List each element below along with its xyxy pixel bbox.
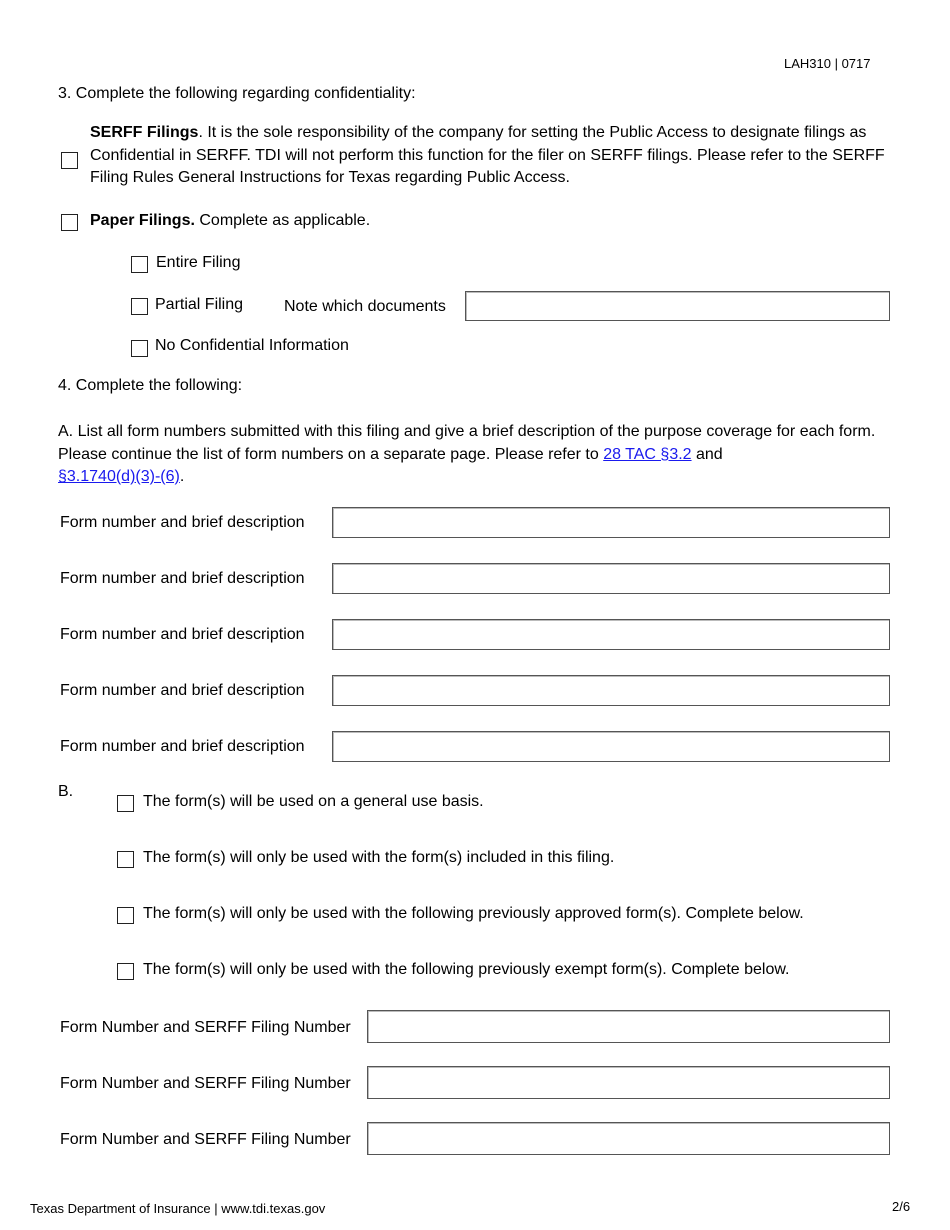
section-4a-text: A. List all form numbers submitted with this filing and give a brief description of the purpose coverage for each form. Please continue the list of form numbers on a separate page. Please refer to <box>58 423 876 463</box>
included-forms-label: The form(s) will only be used with the form(s) included in this filing. <box>143 849 615 866</box>
form-number-input[interactable] <box>332 507 890 538</box>
and-text: and <box>691 445 723 463</box>
serff-number-label: Form Number and SERFF Filing Number <box>60 1075 351 1092</box>
serff-number-input[interactable] <box>367 1122 890 1155</box>
serff-filings-label: SERFF Filings <box>90 124 199 141</box>
section-b-label: B. <box>58 783 74 800</box>
entire-filing-checkbox[interactable] <box>131 256 148 273</box>
form-code: LAH310 | 0717 <box>784 56 871 71</box>
serff-number-input[interactable] <box>367 1066 890 1099</box>
no-confidential-checkbox[interactable] <box>131 340 148 357</box>
previously-approved-checkbox[interactable] <box>117 907 134 924</box>
paper-filings-label: Paper Filings. <box>90 212 195 229</box>
serff-number-label: Form Number and SERFF Filing Number <box>60 1131 351 1148</box>
paper-filings-line <box>90 212 370 230</box>
note-documents-label: Note which documents <box>284 298 446 315</box>
previously-exempt-checkbox[interactable] <box>117 963 134 980</box>
general-use-checkbox[interactable] <box>117 795 134 812</box>
tac-3-2-link[interactable]: 28 TAC §3.2 <box>603 445 692 463</box>
previously-exempt-label: The form(s) will only be used with the following previously exempt form(s). Complete below. <box>143 961 790 978</box>
section-3-heading: 3. Complete the following regarding confidentiality: <box>58 85 416 102</box>
tac-3-1740-link[interactable]: §3.1740(d)(3)-(6) <box>58 468 180 485</box>
form-number-label: Form number and brief description <box>60 738 305 755</box>
form-number-label: Form number and brief description <box>60 626 305 643</box>
paper-filings-checkbox[interactable] <box>61 214 78 231</box>
page-number: 2/6 <box>892 1199 911 1214</box>
form-number-input[interactable] <box>332 675 890 706</box>
paper-filings-text: Complete as applicable. <box>194 212 371 229</box>
no-confidential-label: No Confidential Information <box>155 337 349 354</box>
serff-number-label: Form Number and SERFF Filing Number <box>60 1019 351 1036</box>
serff-filings-checkbox[interactable] <box>61 152 78 169</box>
serff-filings-text: . It is the sole responsibility of the company for setting the Public Access to designate filings as Confidential in SERFF. TDI will not perform this function for the filer on SERFF filings. Please refer to the SERFF Filing Rules General Instructions for Texas regarding Public Access. <box>90 124 885 186</box>
general-use-label: The form(s) will be used on a general use basis. <box>143 793 484 810</box>
section-4a-paragraph <box>58 421 898 489</box>
partial-filing-label: Partial Filing <box>155 296 244 313</box>
form-number-label: Form number and brief description <box>60 682 305 699</box>
form-number-input[interactable] <box>332 563 890 594</box>
previously-approved-label: The form(s) will only be used with the following previously approved form(s). Complete below. <box>143 905 804 922</box>
note-documents-input[interactable] <box>465 291 890 321</box>
form-number-label: Form number and brief description <box>60 570 305 587</box>
entire-filing-label: Entire Filing <box>156 254 241 271</box>
serff-number-input[interactable] <box>367 1010 890 1043</box>
form-number-label: Form number and brief description <box>60 514 305 531</box>
footer-agency: Texas Department of Insurance | www.tdi.texas.gov <box>30 1201 326 1216</box>
serff-filings-paragraph <box>90 122 900 190</box>
partial-filing-checkbox[interactable] <box>131 298 148 315</box>
section-4-heading: 4. Complete the following: <box>58 377 243 394</box>
form-number-input[interactable] <box>332 619 890 650</box>
included-forms-checkbox[interactable] <box>117 851 134 868</box>
form-number-input[interactable] <box>332 731 890 762</box>
period-text: . <box>179 468 185 485</box>
